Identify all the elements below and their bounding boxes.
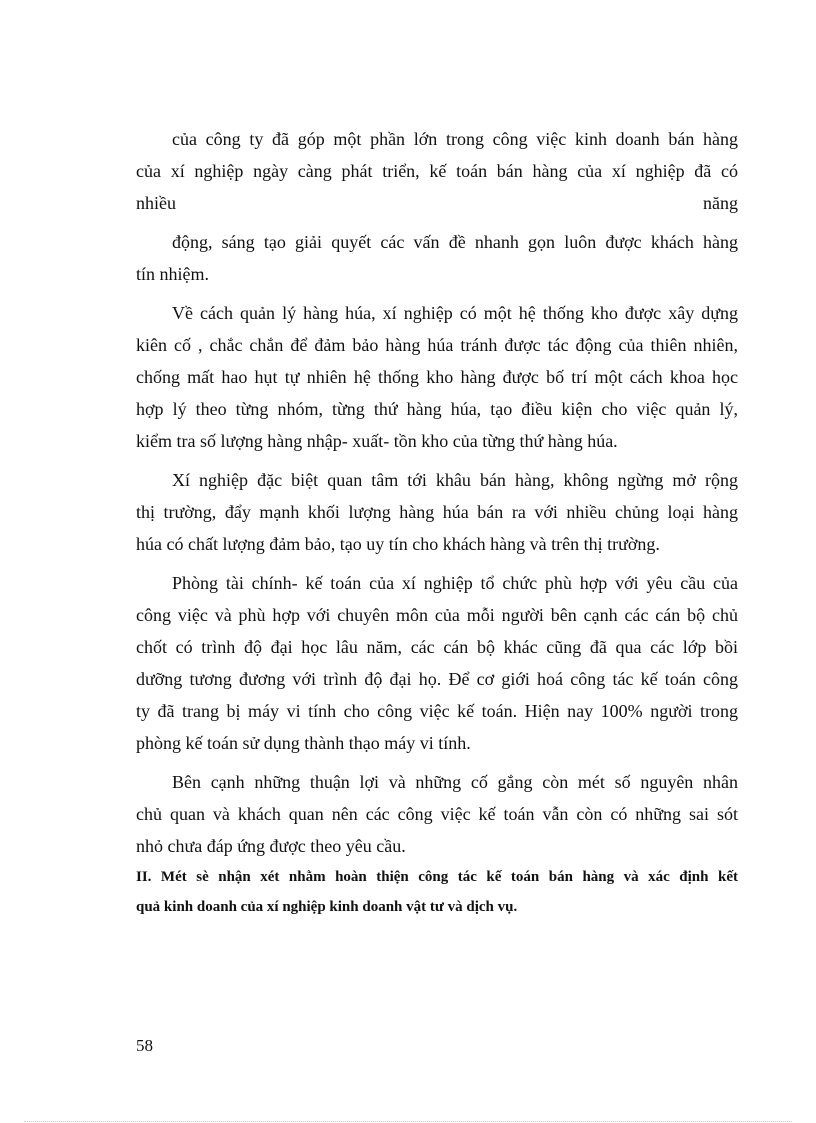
paragraph-line: nhỏ chưa đáp ứng được theo yêu cầu. [136,836,406,856]
paragraph-line: ty đã trang bị máy vi tính cho công việc kế toán. Hiện nay 100% người trong [136,701,738,721]
paragraph-line: phòng kế toán sử dụng thành thạo máy vi tính. [136,733,471,753]
paragraph-line: Bên cạnh những thuận lợi và những cố gắng còn mét số nguyên nhân [172,772,738,792]
paragraph-line: động, sáng tạo giải quyết các vấn đề nhanh gọn luôn được khách hàng [172,232,738,252]
paragraph-line: tín nhiệm. [136,264,209,284]
paragraph-line: chủ quan và khách quan nên các công việc kế toán vẫn còn có những sai sót [136,804,738,824]
paragraph-line: húa có chất lượng đảm bảo, tạo uy tín cho khách hàng và trên thị trường. [136,534,660,554]
footer-divider [24,1121,792,1122]
section-heading-line: II. Mét sè nhận xét nhằm hoàn thiện công tác kế toán bán hàng và xác định kết [136,869,738,885]
page-number: 58 [136,1036,153,1055]
paragraph-line: Về cách quản lý hàng húa, xí nghiệp có một hệ thống kho được xây dựng [172,303,738,323]
paragraph-line: của công ty đã góp một phần lớn trong công việc kinh doanh bán hàng [172,129,738,149]
section-heading-line: quả kinh doanh của xí nghiệp kinh doanh vật tư và dịch vụ. [136,899,518,915]
paragraph-line: Phòng tài chính- kế toán của xí nghiệp tổ chức phù hợp với yêu cầu của [172,573,738,593]
split-right-word: năng [703,193,738,213]
paragraph-line: chốt có trình độ đại học lâu năm, các cán bộ khác cũng đã qua các lớp bồi [136,637,738,657]
split-left-word: nhiều [136,193,176,213]
paragraph-line: dưỡng tương đương với trình độ đại họ. Để cơ giới hoá công tác kế toán công [136,669,738,689]
paragraph-line: kiểm tra số lượng hàng nhập- xuất- tồn kho của từng thứ hàng húa. [136,431,618,451]
paragraph-line: thị trường, đẩy mạnh khối lượng hàng húa bán ra với nhiều chủng loại hàng [136,502,738,522]
paragraph-line: chống mất hao hụt tự nhiên hệ thống kho hàng được bố trí một cách khoa học [136,367,738,387]
paragraph-split-line [136,187,738,219]
paragraph-line: hợp lý theo từng nhóm, từng thứ hàng húa, tạo điều kiện cho việc quản lý, [136,399,738,419]
paragraph-line: Xí nghiệp đặc biệt quan tâm tới khâu bán hàng, không ngừng mở rộng [172,470,738,490]
page-body [136,123,738,922]
paragraph-line: công việc và phù hợp với chuyên môn của mỗi người bên cạnh các cán bộ chủ [136,605,738,625]
paragraph-line: của xí nghiệp ngày càng phát triển, kế toán bán hàng của xí nghiệp đã có [136,161,738,181]
paragraph-line: kiên cố , chắc chắn để đảm bảo hàng húa tránh được tác động của thiên nhiên, [136,335,738,355]
